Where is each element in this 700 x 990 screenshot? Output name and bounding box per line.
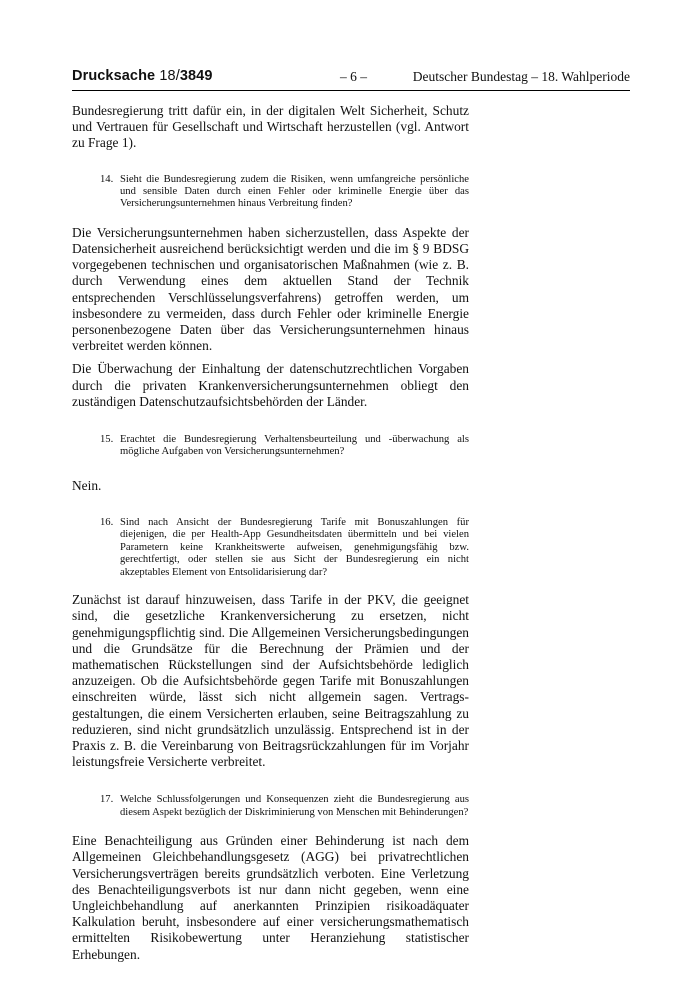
document-number-value: 3849: [179, 68, 213, 84]
publisher: Deutscher Bundestag – 18. Wahlperiode: [412, 69, 630, 84]
question-number: 16.: [100, 517, 114, 529]
page-header: [72, 68, 630, 91]
document-body: [72, 103, 469, 970]
answer-paragraph: Zunächst ist darauf hinzuweisen, dass Tarife in der PKV, die geeignet sind, die gesetzliche Krankenversicherung zu ersetzen, nicht genehmigungspflichtig sind. Die Allgemeinen Versicherungsbedingungen und die Grundsätze für die Berechnung der Prämien und der mathematischen Rückstellungen sind der Aufsichtsbehörde lediglich anzuzeigen. Ob die Aufsichtsbehörde gegen Tarife mit Bonuszahlungen einschreiten würde, lässt sich nicht allgemein sagen. Vertragsgestaltungen, die einem Versicherten erlauben, seine Beitragszahlung zu reduzieren, sind nicht grundsätzlich unzulässig. Entsprechend ist in der Praxis z. B. die Vereinbarung von Beitragsrückzahlungen für im Vorjahr leistungsfreie Versicherte verbreitet.: [72, 592, 469, 770]
page-number: – 6 –: [340, 69, 367, 84]
answer-paragraph: Die Versicherungsunternehmen haben sicherzustellen, dass Aspekte der Datensicherheit ausreichend berücksichtigt werden und die im § 9 BDSG vorgegebenen technischen und organisatorischen Maßnahmen (wie z. B. durch Verwendung eines dem aktuellen Stand der Technik entsprechenden Verschlüsselungsverfahrens) getroffen werden, um insbesondere zu vermeiden, dass durch Fehler oder kriminelle Energie personenbezogene Daten über das Versicherungsunternehmen hinaus verbreitet werden können.: [72, 224, 469, 354]
question-number: 14.: [100, 173, 114, 185]
question-16: [100, 517, 469, 579]
question-number: 17.: [100, 794, 114, 806]
answer-paragraph: Eine Benachteiligung aus Gründen einer Behinderung ist nach dem Allgemeinen Gleichbehandlungsgesetz (AGG) bei privatrechtlichen Versicherungsverträgen bereits grundsätzlich verboten. Eine Verletzung des Benachteiligungsverbots ist nur dann nicht gegeben, wenn eine Ungleichbehandlung auf anerkannten Prinzipien risikoadäquater Kalkulation beruht, insbesondere auf einer versicherungsmathematisch ermittelten Risikobewertung unter Heranziehung statistischer Erhebungen.: [72, 833, 469, 962]
question-text: Sieht die Bundesregierung zudem die Risiken, wenn umfangreiche persönliche und sensible Daten durch einen Fehler oder kriminelle Energie über das Versicherungsunternehmen hinaus Verbreitung finden?: [120, 173, 469, 210]
document-series: 18/: [159, 68, 180, 84]
question-text: Welche Schlussfolgerungen und Konsequenzen zieht die Bundesregierung aus diesem Aspekt bezüglich der Diskriminierung von Menschen mit Behinderungen?: [120, 794, 469, 818]
question-text: Sind nach Ansicht der Bundesregierung Tarife mit Bonuszahlungen für diejenigen, die per Health-App Gesundheitsdaten übermitteln und bei vielen Parametern keine Krankheitswerte aufweisen, genehmigungsfähig bzw. gerechtfertigt, oder stellen sie aus Sicht der Bundesregierung ein nicht akzeptables Element von Entsolidarisierung dar?: [120, 517, 469, 578]
answer-paragraph: Die Überwachung der Einhaltung der datenschutzrechtlichen Vorgaben durch die privaten Krankenversicherungsunternehmen obliegt den zuständigen Datenschutzaufsichtsbehörden der Länder.: [72, 361, 469, 409]
question-15: [100, 434, 469, 459]
question-text: Erachtet die Bundesregierung Verhaltensbeurteilung und -überwachung als mögliche Aufgaben von Versicherungsunternehmen?: [120, 434, 469, 458]
answer-paragraph: Bundesregierung tritt dafür ein, in der digitalen Welt Sicherheit, Schutz und Vertrauen für Gesellschaft und Wirtschaft herzustellen (vgl. Antwort zu Frage 1).: [72, 103, 469, 151]
document-number: [72, 68, 213, 84]
question-17: [100, 794, 469, 819]
answer-paragraph: Nein.: [72, 477, 102, 493]
question-14: [100, 173, 469, 211]
question-number: 15.: [100, 434, 114, 446]
document-label: Drucksache: [72, 68, 156, 84]
